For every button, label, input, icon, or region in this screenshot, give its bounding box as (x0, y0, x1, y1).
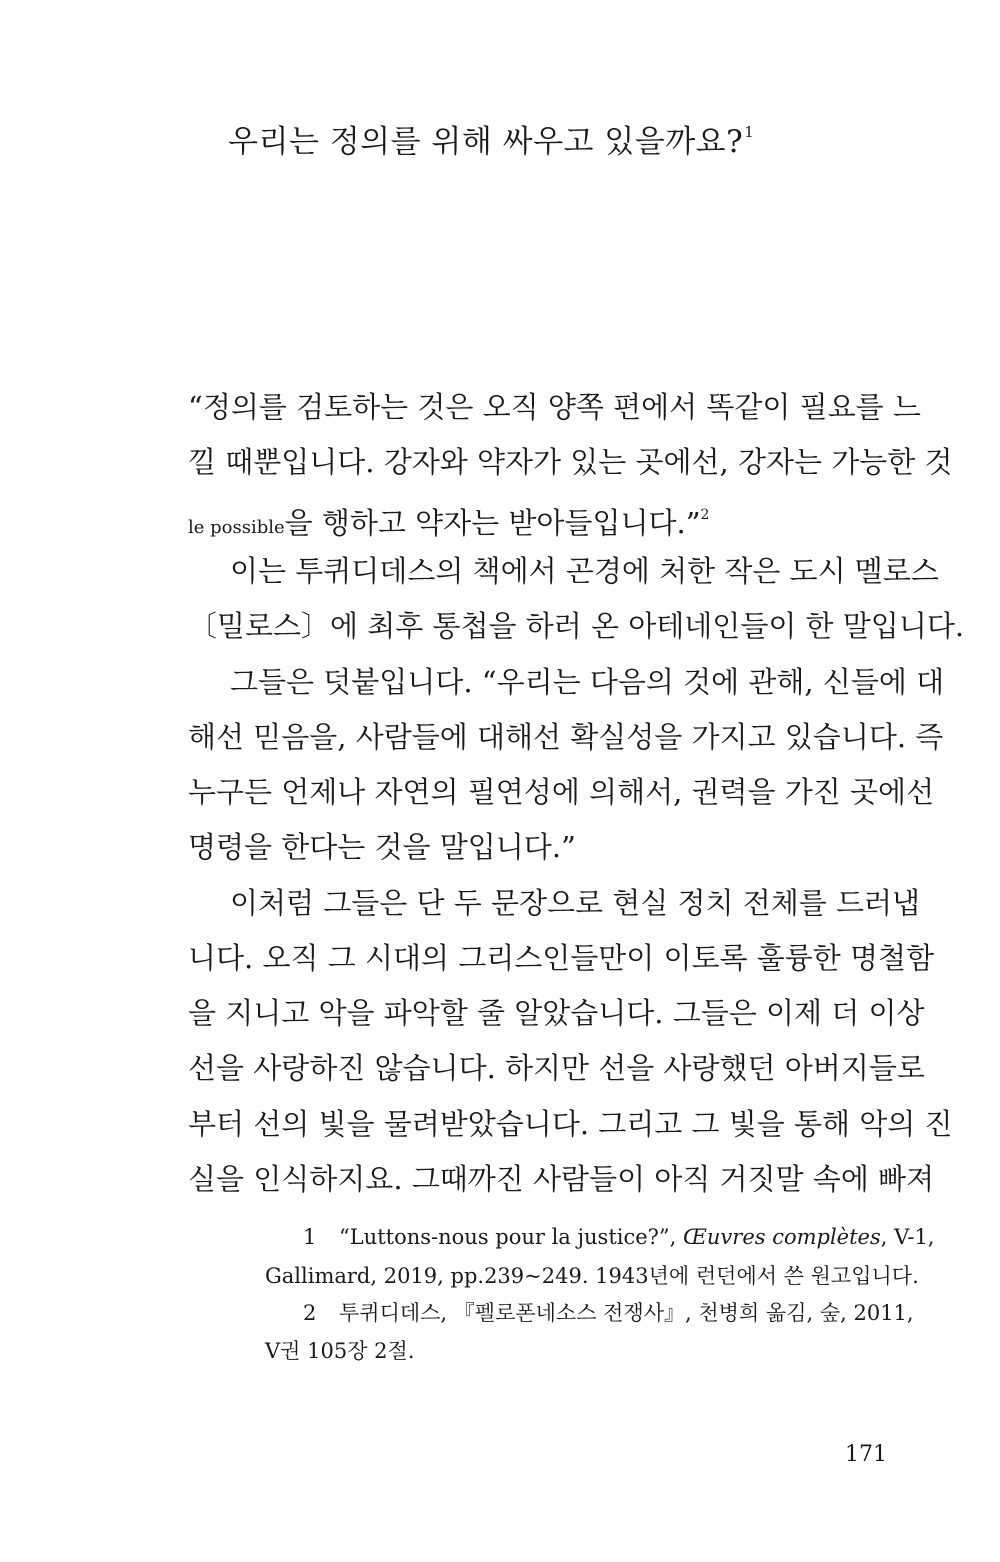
paragraph-2-line-3: 누구든 언제나 자연의 필연성에 의해서, 권력을 가진 곳에선 (188, 775, 935, 809)
page-number: 171 (845, 1442, 887, 1467)
paragraph-2-line-1: 그들은 덧붙입니다. “우리는 다음의 것에 관해, 신들에 대 (230, 665, 945, 699)
latin-term: le possible (188, 517, 285, 538)
chapter-title-text: 우리는 정의를 위해 싸우고 있을까요? (228, 124, 744, 160)
footnote-2-number: 2 (303, 1301, 317, 1325)
footnote-1-text-a: “Luttons-nous pour la justice?”, (339, 1225, 684, 1249)
footnote-1-line-2: Gallimard, 2019, pp.239~249. 1943년에 런던에서 쓴 원고입니다. (265, 1264, 919, 1288)
chapter-title (228, 116, 754, 161)
paragraph-3-line-3: 을 지니고 악을 파악할 줄 알았습니다. 그들은 이제 더 이상 (188, 996, 925, 1030)
footnote-1-number: 1 (303, 1225, 317, 1249)
footnote-ref-2: 2 (700, 507, 710, 523)
paragraph-3-line-1: 이처럼 그들은 단 두 문장으로 현실 정치 전체를 드러냅 (230, 886, 921, 920)
paragraph-3-line-4: 선을 사랑하진 않습니다. 하지만 선을 사랑했던 아버지들로 (188, 1051, 925, 1085)
paragraph-2-line-4: 명령을 한다는 것을 말입니다.” (188, 830, 576, 864)
paragraph-3-line-2: 니다. 오직 그 시대의 그리스인들만이 이토록 훌륭한 명철함 (188, 941, 935, 975)
paragraph-3-line-6: 실을 인식하지요. 그때까진 사람들이 아직 거짓말 속에 빠져 (188, 1162, 935, 1196)
footnote-1-italic-title: Œuvres complètes (683, 1225, 881, 1249)
quote-line-3-text: 을 행하고 약자는 받아들입니다.” (284, 506, 701, 540)
footnote-2 (303, 1298, 914, 1328)
paragraph-2-line-2: 해선 믿음을, 사람들에 대해선 확실성을 가지고 있습니다. 즉 (188, 720, 944, 754)
quote-line-3 (188, 495, 890, 548)
quote-line-1: “정의를 검토하는 것은 오직 양쪽 편에서 똑같이 필요를 느 (188, 390, 921, 424)
paragraph-1-line-1: 이는 투퀴디데스의 책에서 곤경에 처한 작은 도시 멜로스 (230, 554, 939, 588)
footnote-ref-1: 1 (744, 123, 755, 141)
footnote-2-line-2: V권 105장 2절. (265, 1339, 415, 1363)
paragraph-1-line-2: 〔밀로스〕에 최후 통첩을 하러 온 아테네인들이 한 말입니다. (188, 609, 965, 643)
quote-line-2: 낄 때뿐입니다. 강자와 약자가 있는 곳에선, 강자는 가능한 것 (188, 445, 953, 479)
footnote-2-text: 투퀴디데스, 『펠로폰네소스 전쟁사』, 천병희 옮김, 숲, 2011, (339, 1301, 914, 1325)
footnote-1 (303, 1222, 935, 1252)
paragraph-3-line-5: 부터 선의 빛을 물려받았습니다. 그리고 그 빛을 통해 악의 진 (188, 1107, 953, 1141)
footnote-1-text-b: , V-1, (880, 1225, 935, 1249)
